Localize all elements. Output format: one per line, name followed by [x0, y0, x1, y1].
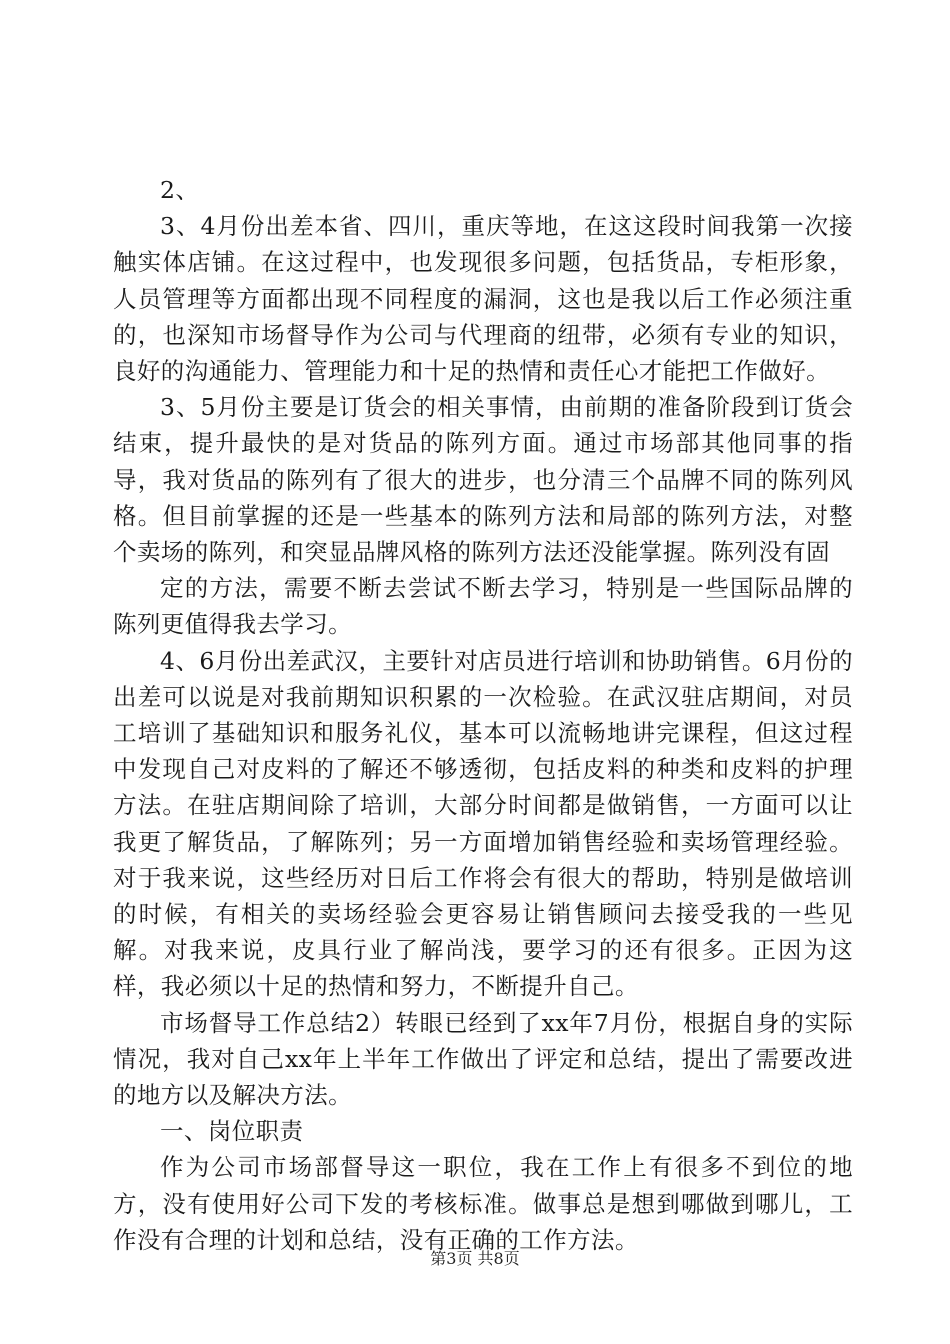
- paragraph-job-duties: 作为公司市场部督导这一职位，我在工作上有很多不到位的地方，没有使用好公司下发的考核标准。做事总是想到哪做到哪儿，工作没有合理的计划和总结，没有正确的工作方法。: [113, 1153, 853, 1254]
- paragraph-june-wuhan-trip: 4、6月份出差武汉，主要针对店员进行培训和协助销售。6月份的出差可以说是对我前期知识积累的一次检验。在武汉驻店期间，对员工培训了基础知识和服务礼仪，基本可以流畅地讲完课程，但这过程中发现自己对皮料的了解还不够透彻，包括皮料的种类和皮料的护理方法。在驻店期间除了培训，大部分时间都是做销售，一方面可以让我更了解货品，了解陈列；另一方面增加销售经验和卖场管理经验。对于我来说，这些经历对日后工作将会有很大的帮助，特别是做培训的时候，有相关的卖场经验会更容易让销售顾问去接受我的一些见解。对我来说，皮具行业了解尚浅，要学习的还有很多。正因为这样，我必须以十足的热情和努力，不断提升自己。: [113, 646, 853, 1001]
- paragraph-item-2-heading: 2、: [160, 176, 200, 204]
- paragraph-april-trip: 3、4月份出差本省、四川，重庆等地，在这这段时间我第一次接触实体店铺。在这过程中，也发现很多问题，包括货品，专柜形象，人员管理等方面都出现不同程度的漏洞，这也是我以后工作必须注重的，也深知市场督导作为公司与代理商的纽带，必须有专业的知识，良好的沟通能力、管理能力和十足的热情和责任心才能把工作做好。: [113, 212, 853, 386]
- section-heading-job-duties: 一、岗位职责: [160, 1117, 304, 1146]
- paragraph-may-order-fair: 3、5月份主要是订货会的相关事情，由前期的准备阶段到订货会结束，提升最快的是对货品的陈列方面。通过市场部其他同事的指导，我对货品的陈列有了很大的进步，也分清三个品牌不同的陈列风格。但目前掌握的还是一些基本的陈列方法和局部的陈列方法，对整个卖场的陈列，和突显品牌风格的陈列方法还没能掌握。陈列没有固: [113, 393, 853, 567]
- document-body: [113, 172, 853, 1258]
- paragraph-display-methods: 定的方法，需要不断去尝试不断去学习，特别是一些国际品牌的陈列更值得我去学习。: [113, 574, 853, 639]
- page-number-footer: 第3页 共8页: [430, 1249, 520, 1268]
- paragraph-summary-2-intro: 市场督导工作总结2）转眼已经到了xx年7月份，根据自身的实际情况，我对自己xx年上半年工作做出了评定和总结，提出了需要改进的地方以及解决方法。: [113, 1008, 853, 1110]
